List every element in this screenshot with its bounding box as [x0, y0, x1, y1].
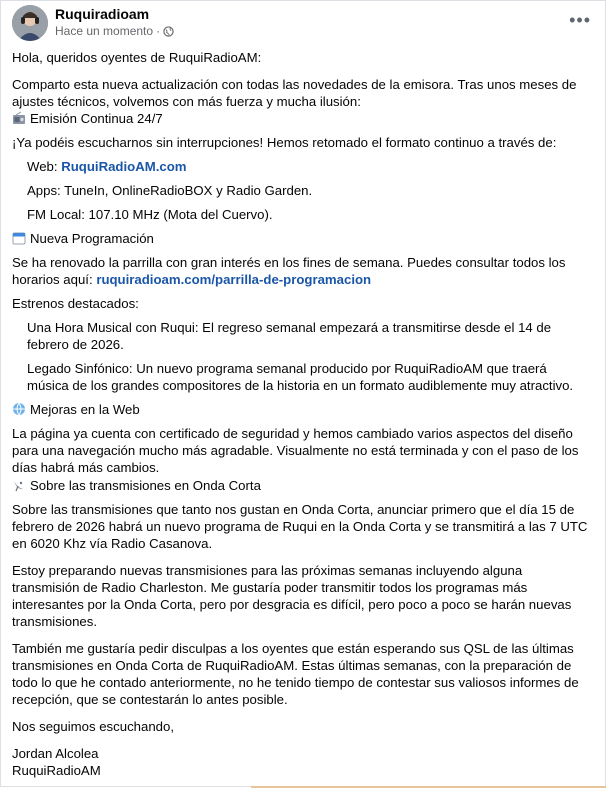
- qsl-paragraph: También me gustaría pedir disculpas a los oyentes que están esperando sus QSL de las últimas transmisiones en Onda Corta de RuquiRadioAM. Estas últimas semanas, con la preparación de todo lo que he contado anteriormente, no he tenido tiempo de contestar sus valiosos informes de recepción, que se contestarán lo antes posible.: [12, 641, 579, 707]
- calendar-icon: [12, 231, 26, 245]
- section-onda-title: [12, 477, 592, 494]
- programacion-text: Se ha renovado la parrilla con gran interés en los fines de semana. Puedes consultar todos los horarios aquí:: [12, 255, 566, 287]
- section-emision-text: ¡Ya podéis escucharnos sin interrupciones! Hemos retomado el formato continuo a través de:: [12, 135, 557, 150]
- greeting: Hola, queridos oyentes de RuquiRadioAM:: [12, 50, 262, 65]
- radio-icon: [12, 111, 26, 125]
- signature-name: Jordan Alcolea: [12, 746, 99, 761]
- section-onda-label: Sobre las transmisiones en Onda Corta: [30, 478, 261, 493]
- section-web-text: La página ya cuenta con certificado de seguridad y hemos cambiado varios aspectos del diseño para una navegación mucho más agradable. Visualmente no está terminada y con el paso de los días habrá más cambios.: [12, 426, 579, 475]
- closing-line: Nos seguimos escuchando,: [12, 719, 175, 734]
- post-header: [12, 5, 597, 45]
- satellite-antenna-icon: [12, 478, 26, 492]
- avatar[interactable]: [12, 5, 48, 41]
- programacion-link[interactable]: ruquiradioam.com/parrilla-de-programacion: [96, 272, 372, 287]
- section-programacion-text: [12, 254, 592, 288]
- section-programacion-label: Nueva Programación: [30, 231, 154, 246]
- fm-line: FM Local: 107.10 MHz (Mota del Cuervo).: [27, 207, 273, 222]
- web-line: [12, 158, 592, 175]
- meta-separator: ·: [156, 24, 161, 38]
- intro-paragraph: Comparto esta nueva actualización con todas las novedades de la emisora. Tras unos meses de ajustes técnicos, volvemos con más fuerza y mucha ilusión:: [12, 77, 577, 109]
- estreno-1: Una Hora Musical con Ruqui: El regreso semanal empezará a transmitirse desde el 14 de febrero de 2026.: [27, 320, 552, 352]
- charleston-paragraph: Estoy preparando nuevas transmisiones para las próximas semanas incluyendo alguna transmisión de Radio Charleston. Me gustaría poder transmitir todos los programas más interesantes por la Onda Corta, pero por desgracia es difícil, pero poco a poco se harán nuevas transmisiones.: [12, 563, 572, 629]
- post-time[interactable]: Hace un momento: [55, 24, 154, 38]
- public-globe-icon: [163, 26, 174, 37]
- post-content: [12, 49, 592, 779]
- section-programacion-title: [12, 230, 592, 247]
- post-meta: [55, 24, 174, 38]
- apps-line: Apps: TuneIn, OnlineRadioBOX y Radio Garden.: [27, 183, 313, 198]
- globe-icon: [12, 402, 26, 416]
- section-emision-label: Emisión Continua 24/7: [30, 111, 163, 126]
- more-options-icon[interactable]: •••: [569, 10, 591, 30]
- signature-station: RuquiRadioAM: [12, 763, 101, 778]
- web-label: Web:: [27, 159, 62, 174]
- section-emision-title: [12, 110, 592, 127]
- section-web-title: [12, 401, 592, 418]
- post-author[interactable]: Ruquiradioam: [55, 6, 150, 22]
- section-onda-text: Sobre las transmisiones que tanto nos gustan en Onda Corta, anunciar primero que el día 15 de febrero de 2026 habrá un nuevo programa de Ruqui en la Onda Corta y se transmitirá a las 7 UTC en 6020 Khz vía Radio Casanova.: [12, 502, 588, 551]
- section-web-label: Mejoras en la Web: [30, 402, 140, 417]
- estrenos-heading: Estrenos destacados:: [12, 296, 139, 311]
- estreno-2: Legado Sinfónico: Un nuevo programa semanal producido por RuquiRadioAM que traerá música de los grandes compositores de la historia en un formato audiblemente muy atractivo.: [27, 361, 574, 393]
- web-link[interactable]: RuquiRadioAM.com: [61, 159, 187, 174]
